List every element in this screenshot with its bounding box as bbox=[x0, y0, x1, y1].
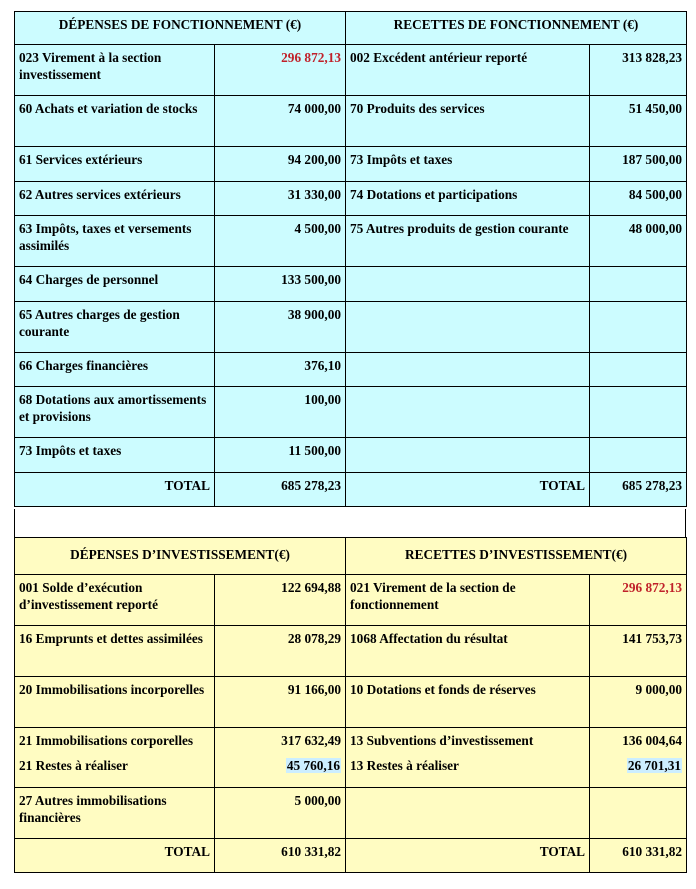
recette-value-restes: 26 701,31 bbox=[627, 758, 682, 773]
recette-label: 1068 Affectation du résultat bbox=[346, 626, 590, 677]
total-row bbox=[15, 473, 687, 507]
depense-label: 60 Achats et variation de stocks bbox=[15, 96, 215, 147]
table-row bbox=[15, 575, 687, 626]
depense-label-cell bbox=[15, 728, 215, 788]
table-row bbox=[15, 438, 687, 473]
table-row bbox=[15, 267, 687, 302]
depense-label: 001 Solde d’exécution d’investissement reporté bbox=[15, 575, 215, 626]
depense-label: 023 Virement à la section investissement bbox=[15, 45, 215, 96]
recette-value: 84 500,00 bbox=[590, 182, 687, 216]
recette-label bbox=[346, 302, 590, 353]
total-row bbox=[15, 839, 687, 873]
recette-label: 10 Dotations et fonds de réserves bbox=[346, 677, 590, 728]
depense-value: 11 500,00 bbox=[215, 438, 346, 473]
depense-label: 66 Charges financières bbox=[15, 353, 215, 387]
table-row bbox=[15, 147, 687, 182]
recette-label: 021 Virement de la section de fonctionnement bbox=[346, 575, 590, 626]
recette-value bbox=[590, 353, 687, 387]
recette-value: 313 828,23 bbox=[590, 45, 687, 96]
recette-label: 70 Produits des services bbox=[346, 96, 590, 147]
total-recettes: 685 278,23 bbox=[590, 473, 687, 507]
depense-label: 16 Emprunts et dettes assimilées bbox=[15, 626, 215, 677]
recette-value bbox=[590, 438, 687, 473]
total-recettes: 610 331,82 bbox=[590, 839, 687, 873]
table-row bbox=[15, 45, 687, 96]
depense-value: 91 166,00 bbox=[215, 677, 346, 728]
investissement-table bbox=[14, 537, 687, 873]
recette-value bbox=[590, 387, 687, 438]
table-row bbox=[15, 182, 687, 216]
depense-value: 296 872,13 bbox=[215, 45, 346, 96]
recette-value bbox=[590, 267, 687, 302]
recette-label-restes: 13 Restes à réaliser bbox=[350, 758, 459, 773]
total-label-depenses: TOTAL bbox=[15, 839, 215, 873]
recette-label-cell bbox=[346, 728, 590, 788]
table-row bbox=[15, 387, 687, 438]
recette-value: 296 872,13 bbox=[590, 575, 687, 626]
recette-value: 141 753,73 bbox=[590, 626, 687, 677]
depense-value: 4 500,00 bbox=[215, 216, 346, 267]
recette-value bbox=[590, 302, 687, 353]
recette-label bbox=[346, 267, 590, 302]
recette-label: 13 Subventions d’investissement bbox=[350, 733, 534, 748]
recette-label bbox=[346, 788, 590, 839]
section-spacer bbox=[14, 509, 686, 537]
depense-label: 64 Charges de personnel bbox=[15, 267, 215, 302]
depense-value: 133 500,00 bbox=[215, 267, 346, 302]
table-row bbox=[15, 626, 687, 677]
total-label-recettes: TOTAL bbox=[346, 839, 590, 873]
total-label-depenses: TOTAL bbox=[15, 473, 215, 507]
total-depenses: 685 278,23 bbox=[215, 473, 346, 507]
depense-value: 38 900,00 bbox=[215, 302, 346, 353]
table-row bbox=[15, 788, 687, 839]
recette-label bbox=[346, 353, 590, 387]
depense-value: 31 330,00 bbox=[215, 182, 346, 216]
depense-value: 317 632,49 bbox=[281, 733, 342, 748]
recette-label: 74 Dotations et participations bbox=[346, 182, 590, 216]
total-depenses: 610 331,82 bbox=[215, 839, 346, 873]
table-row bbox=[15, 302, 687, 353]
recette-value: 9 000,00 bbox=[590, 677, 687, 728]
recette-value-cell bbox=[590, 728, 687, 788]
depense-label: 27 Autres immobilisations financières bbox=[15, 788, 215, 839]
header-depenses-investissement: DÉPENSES D’INVESTISSEMENT(€) bbox=[15, 538, 346, 575]
depense-label: 21 Immobilisations corporelles bbox=[19, 733, 194, 748]
depense-value: 100,00 bbox=[215, 387, 346, 438]
depense-value: 376,10 bbox=[215, 353, 346, 387]
header-depenses-fonctionnement: DÉPENSES DE FONCTIONNEMENT (€) bbox=[15, 12, 346, 45]
header-recettes-fonctionnement: RECETTES DE FONCTIONNEMENT (€) bbox=[346, 12, 687, 45]
table-row bbox=[15, 216, 687, 267]
recette-value: 48 000,00 bbox=[590, 216, 687, 267]
table-row bbox=[15, 96, 687, 147]
table-row bbox=[15, 677, 687, 728]
recette-label: 002 Excédent antérieur reporté bbox=[346, 45, 590, 96]
depense-label: 62 Autres services extérieurs bbox=[15, 182, 215, 216]
depense-label: 63 Impôts, taxes et versements assimilés bbox=[15, 216, 215, 267]
total-label-recettes: TOTAL bbox=[346, 473, 590, 507]
depense-label: 65 Autres charges de gestion courante bbox=[15, 302, 215, 353]
recette-value: 136 004,64 bbox=[622, 733, 683, 748]
table-row bbox=[15, 728, 687, 788]
recette-label bbox=[346, 438, 590, 473]
depense-label: 68 Dotations aux amortissements et provisions bbox=[15, 387, 215, 438]
depense-value-cell bbox=[215, 728, 346, 788]
depense-value-restes: 45 760,16 bbox=[286, 758, 341, 773]
recette-label bbox=[346, 387, 590, 438]
depense-value: 94 200,00 bbox=[215, 147, 346, 182]
depense-value: 5 000,00 bbox=[215, 788, 346, 839]
recette-label: 75 Autres produits de gestion courante bbox=[346, 216, 590, 267]
depense-value: 28 078,29 bbox=[215, 626, 346, 677]
depense-label: 20 Immobilisations incorporelles bbox=[15, 677, 215, 728]
depense-value: 122 694,88 bbox=[215, 575, 346, 626]
header-recettes-investissement: RECETTES D’INVESTISSEMENT(€) bbox=[346, 538, 687, 575]
depense-label: 61 Services extérieurs bbox=[15, 147, 215, 182]
recette-value: 187 500,00 bbox=[590, 147, 687, 182]
fonctionnement-table bbox=[14, 11, 687, 507]
recette-value bbox=[590, 788, 687, 839]
table-row bbox=[15, 353, 687, 387]
recette-value: 51 450,00 bbox=[590, 96, 687, 147]
depense-label-restes: 21 Restes à réaliser bbox=[19, 758, 128, 773]
depense-value: 74 000,00 bbox=[215, 96, 346, 147]
depense-label: 73 Impôts et taxes bbox=[15, 438, 215, 473]
recette-label: 73 Impôts et taxes bbox=[346, 147, 590, 182]
